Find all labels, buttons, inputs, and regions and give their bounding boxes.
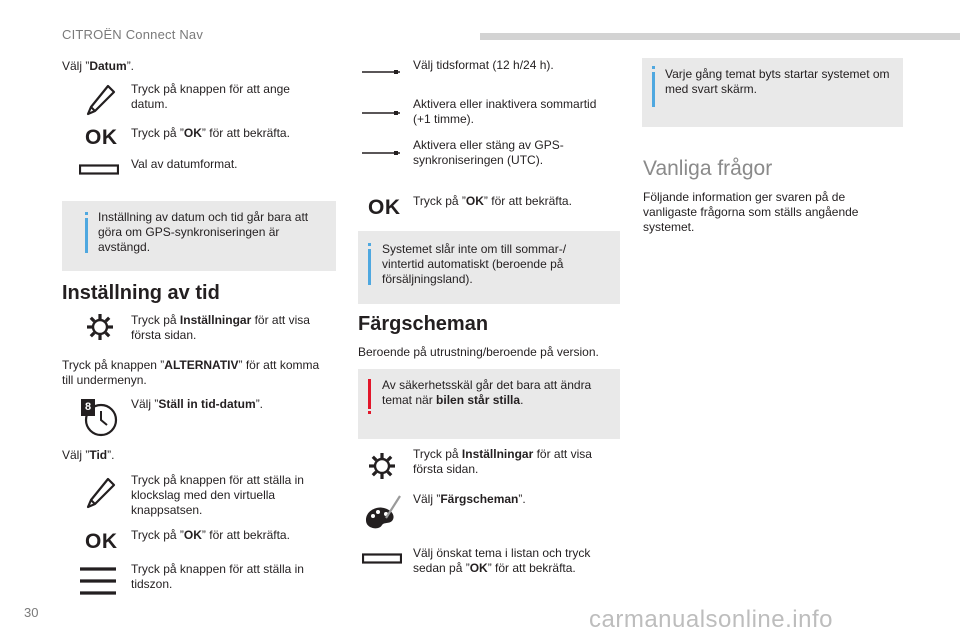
- step-col2-settings: Tryck på Inställningar för att visa första sidan.: [413, 447, 592, 476]
- section-title-tid: Inställning av tid: [62, 282, 220, 304]
- step-datum-ok: Tryck på ”OK” för att bekräfta.: [131, 126, 290, 140]
- faq-body: Följande information ger svaren på de vanligaste frågorna som ställs angående systemet.: [643, 190, 859, 234]
- intro-datum: Välj ”Datum”.: [62, 59, 135, 73]
- toggle-line-icon: [362, 69, 400, 75]
- page-number: 30: [24, 605, 39, 620]
- tid-text: Välj ”Tid”.: [62, 448, 115, 462]
- step-fargscheman: Välj ”Färgscheman”.: [413, 492, 526, 506]
- step-col2-ok: Tryck på ”OK” för att bekräfta.: [413, 194, 572, 208]
- info-note-gps: [62, 201, 336, 271]
- toggle-line-icon: [362, 150, 400, 156]
- step-summertime: Aktivera eller inaktivera sommartid (+1 timme).: [413, 97, 597, 126]
- selector-bar-icon: [362, 553, 402, 564]
- ok-icon: OK: [368, 196, 401, 219]
- fargscheman-intro: Beroende på utrustning/beroende på version.: [358, 345, 599, 359]
- pencil-icon: [86, 477, 116, 509]
- step-settings: Tryck på Inställningar för att visa första sidan.: [131, 313, 310, 342]
- clock-badge: 8: [81, 399, 95, 416]
- palette-icon: [362, 493, 402, 533]
- step-gps-sync: Aktivera eller stäng av GPS-synkroniseringen (UTC).: [413, 138, 564, 167]
- pencil-icon: [86, 84, 116, 116]
- info-note-theme: [642, 58, 903, 127]
- section-title-faq: Vanliga frågor: [643, 157, 773, 180]
- gear-icon: [85, 312, 115, 342]
- warning-text: Av säkerhetsskäl går det bara att ändra temat när bilen står stilla.: [382, 378, 592, 407]
- step-choose-theme: Välj önskat tema i listan och tryck sedan på ”OK” för att bekräfta.: [413, 546, 591, 575]
- warning-note: [358, 369, 620, 439]
- step-tidszon: Tryck på knappen för att ställa in tidszon.: [131, 562, 304, 591]
- info-note-text: Inställning av datum och tid går bara att göra om GPS-synkroniseringen är avstängd.: [98, 210, 309, 254]
- step-datum-format: Val av datumformat.: [131, 157, 238, 171]
- menu-lines-icon: [80, 566, 116, 596]
- step-datum-edit: Tryck på knappen för att ange datum.: [131, 82, 290, 111]
- alternativ-text: Tryck på knappen ”ALTERNATIV” för att komma till undermenyn.: [62, 358, 320, 387]
- step-tid-ok: Tryck på ”OK” för att bekräfta.: [131, 528, 290, 542]
- step-time-format: Välj tidsformat (12 h/24 h).: [413, 58, 554, 72]
- step-tid-edit: Tryck på knappen för att ställa in klockslag med den virtuella knappsatsen.: [131, 473, 304, 517]
- document-header-title: CITROËN Connect Nav: [62, 27, 204, 42]
- info-bar-icon: [368, 249, 371, 285]
- info-bar-icon: [652, 72, 655, 107]
- selector-bar-icon: [79, 164, 119, 175]
- info-note-summertime: [358, 231, 620, 304]
- section-title-fargscheman: Färgscheman: [358, 313, 489, 335]
- info-note-text: Varje gång temat byts startar systemet om med svart skärm.: [665, 67, 890, 96]
- ok-icon: OK: [85, 530, 118, 553]
- step-clock: Välj ”Ställ in tid-datum”.: [131, 397, 264, 411]
- warning-bar-icon: [368, 379, 371, 409]
- header-rule: [480, 33, 960, 40]
- ok-icon: OK: [85, 126, 118, 149]
- info-bar-icon: [85, 218, 88, 253]
- info-note-text: Systemet slår inte om till sommar-/ vintertid automatiskt (beroende på försäljningsland).: [382, 242, 567, 286]
- toggle-line-icon: [362, 110, 400, 116]
- gear-icon: [367, 451, 397, 481]
- watermark: carmanualsonline.info: [589, 606, 833, 633]
